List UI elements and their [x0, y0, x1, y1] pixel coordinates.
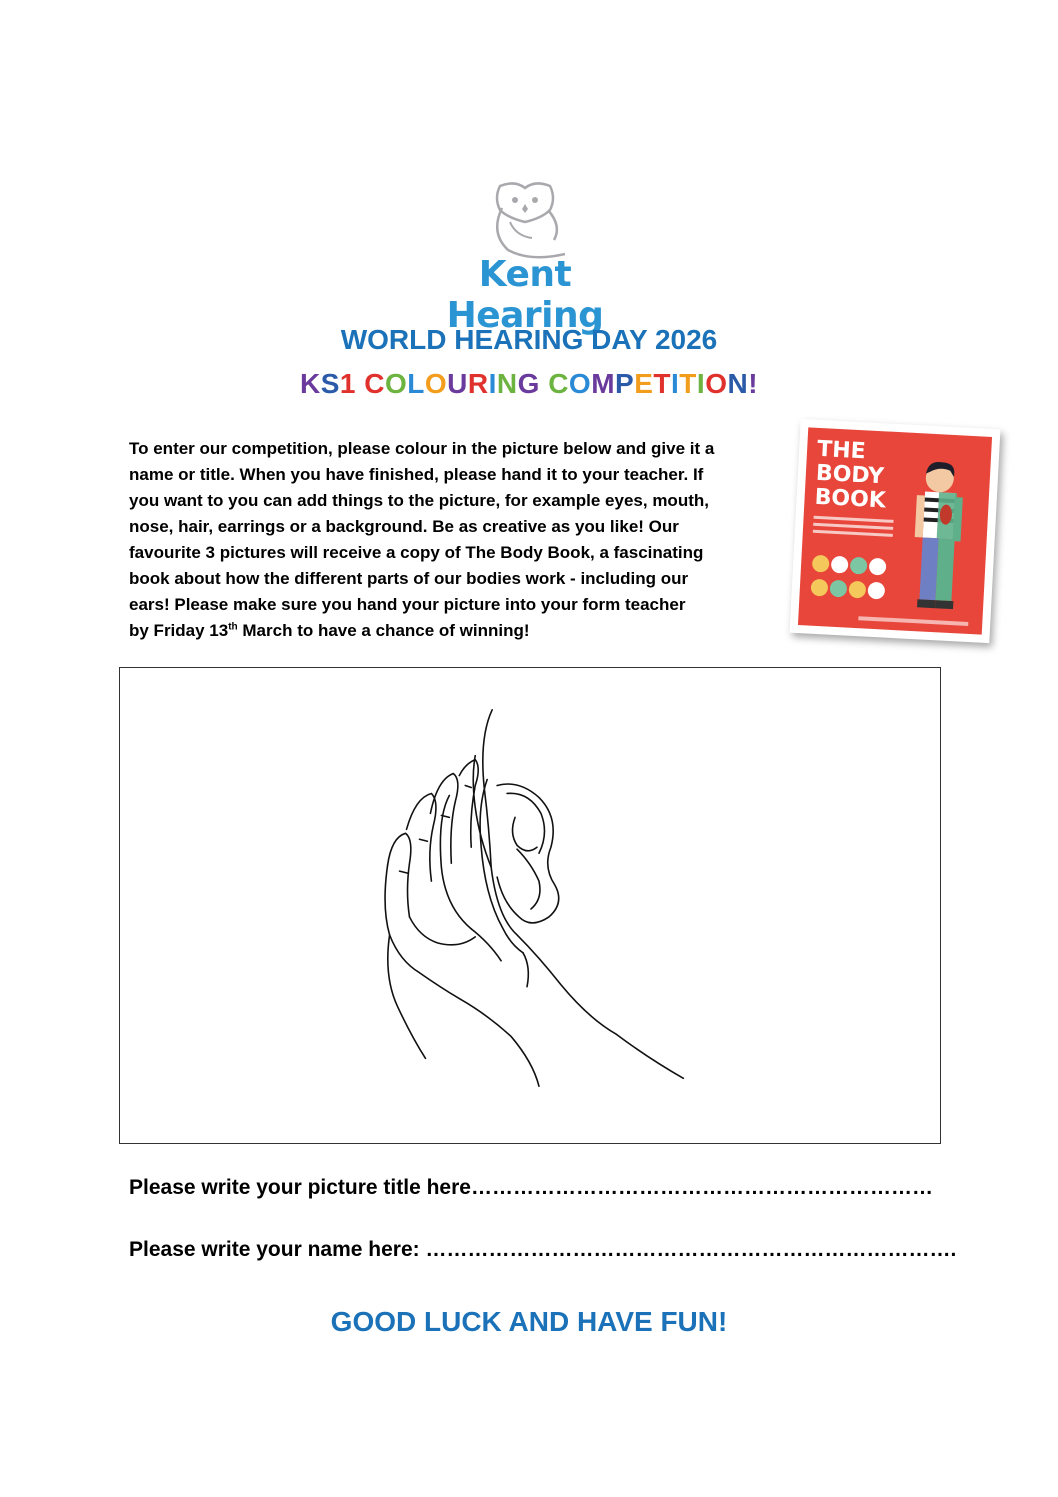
brand-name: Kent Hearing — [446, 254, 604, 336]
book-title-line: BODY — [815, 460, 885, 490]
instructions-paragraph — [129, 436, 789, 644]
instructions-line — [129, 618, 789, 644]
kent-hearing-logo — [400, 178, 650, 336]
book-title-line: THE — [816, 436, 867, 465]
book-organ-icons — [809, 554, 891, 606]
boy-figure-illustration — [890, 454, 989, 634]
subtitle-letter: L — [407, 368, 425, 399]
hand-to-ear-line-drawing — [120, 668, 940, 1143]
deadline-rest: March to have a chance of winning! — [237, 621, 530, 640]
name-write-line[interactable]: Please write your name here: …………………………………………………………………. — [129, 1238, 957, 1261]
colouring-picture-box[interactable] — [119, 667, 941, 1144]
subtitle-letter: N — [727, 368, 749, 399]
owl-icon — [470, 178, 580, 263]
book-title-line: BOOK — [814, 484, 887, 514]
subtitle-letter: R — [467, 368, 489, 399]
subtitle-letter — [356, 368, 364, 399]
competition-subtitle — [0, 368, 1058, 400]
subtitle-letter: O — [568, 368, 592, 399]
subtitle-letter: E — [634, 368, 654, 399]
subtitle-letter: G — [517, 368, 540, 399]
instructions-line: book about how the different parts of our bodies work - including our — [129, 569, 689, 588]
subtitle-letter: M — [591, 368, 616, 399]
subtitle-letter: I — [488, 368, 497, 399]
subtitle-letter: I — [696, 368, 706, 399]
title-write-line[interactable]: Please write your picture title here………………………………………………………… — [129, 1176, 933, 1199]
page-title: WORLD HEARING DAY 2026 — [340, 324, 718, 355]
body-book-cover — [790, 419, 1001, 643]
ordinal-suffix: th — [228, 621, 238, 633]
subtitle-letter: O — [424, 368, 448, 399]
instructions-line: To enter our competition, please colour in the picture below and give it a — [129, 439, 715, 458]
instructions-line: nose, hair, earrings or a background. Be as creative as you like! Our — [129, 517, 679, 536]
deadline-text: by Friday 13 — [129, 621, 229, 640]
book-title — [814, 438, 908, 515]
subtitle-letter: C — [364, 368, 385, 399]
subtitle-letter — [540, 368, 548, 399]
subtitle-letter: C — [548, 368, 569, 399]
subtitle-letter: N — [496, 368, 518, 399]
instructions-line: favourite 3 pictures will receive a copy of The Body Book, a fascinating — [129, 543, 704, 562]
subtitle-letter: P — [615, 368, 635, 399]
instructions-line: name or title. When you have finished, please hand it to your teacher. If — [129, 465, 704, 484]
subtitle-letter: S — [320, 368, 340, 399]
subtitle-letter: T — [679, 368, 697, 399]
subtitle-letter: I — [671, 368, 680, 399]
subtitle-letter: K — [299, 368, 321, 399]
instructions-line: ears! Please make sure you hand your picture into your form teacher — [129, 595, 686, 614]
subtitle-letter: 1 — [339, 368, 356, 399]
subtitle-letter: ! — [748, 368, 759, 399]
subtitle-letter: O — [705, 368, 728, 399]
subtitle-letter: U — [447, 368, 468, 399]
subtitle-letter: T — [653, 368, 672, 399]
instructions-line: you want to you can add things to the picture, for example eyes, mouth, — [129, 491, 709, 510]
subtitle-letter: O — [384, 368, 408, 399]
good-luck-message: GOOD LUCK AND HAVE FUN! — [330, 1306, 728, 1337]
book-cover-art — [798, 427, 992, 634]
book-subtitle-lines — [812, 516, 893, 550]
